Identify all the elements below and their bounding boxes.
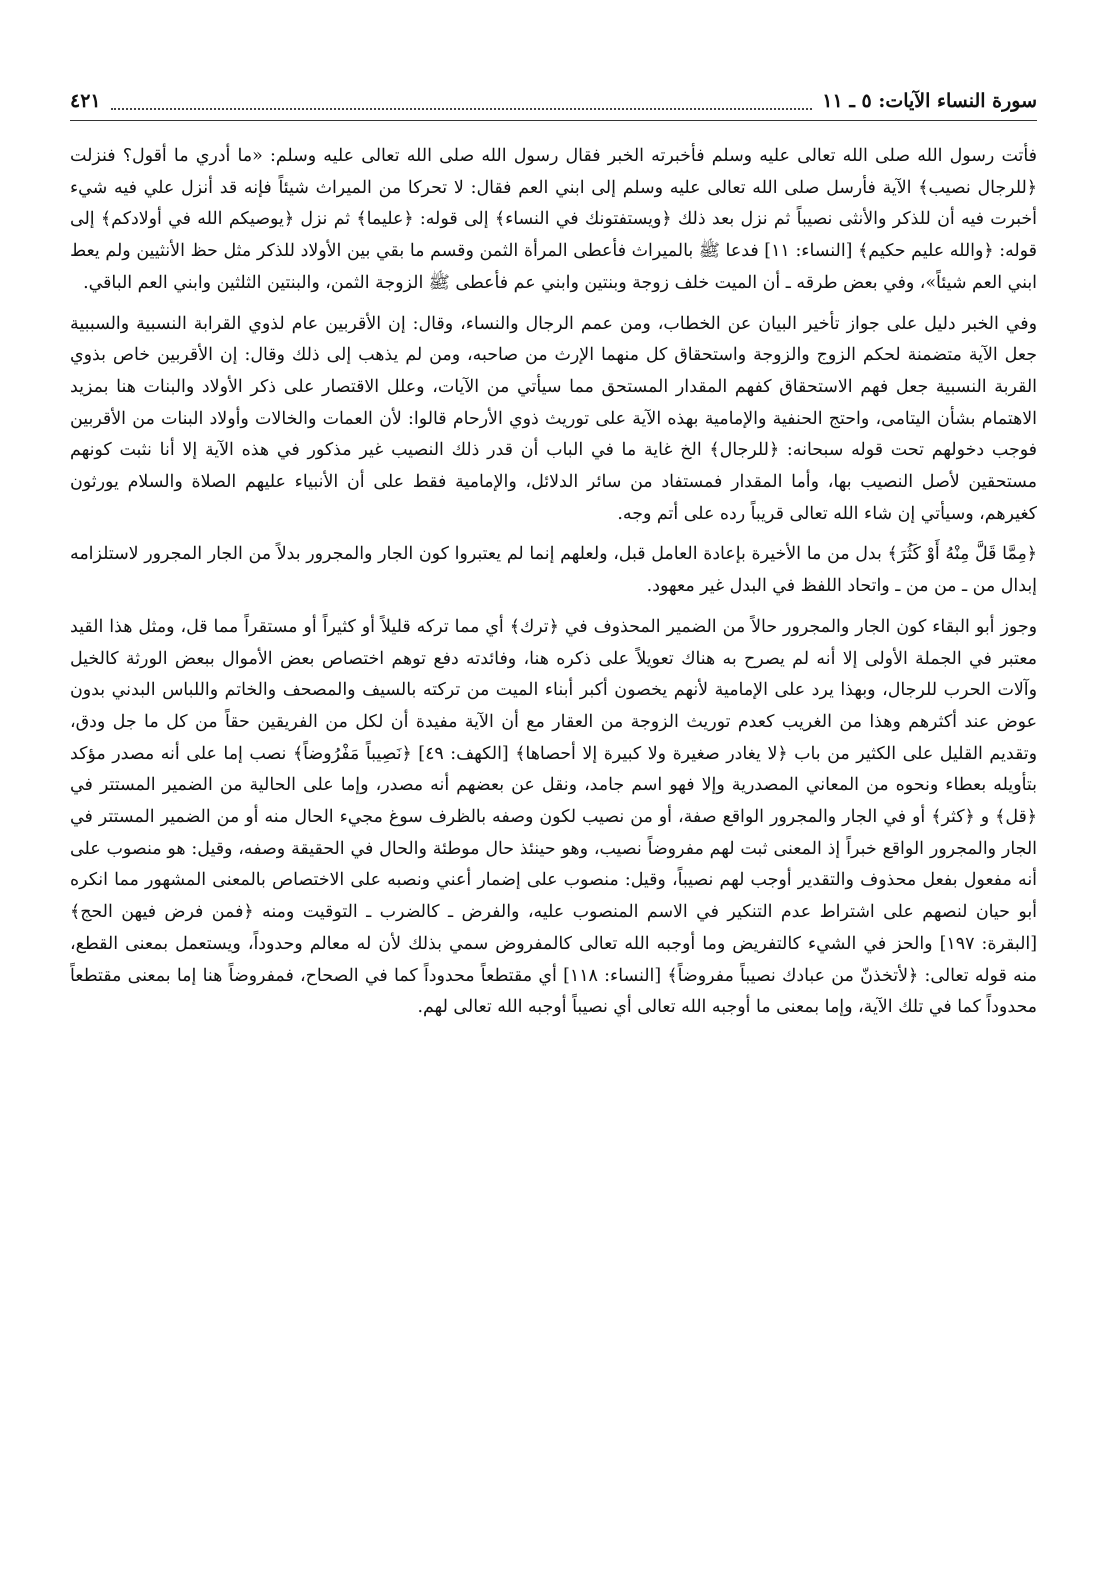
commentary-body: [70, 141, 1037, 1024]
paragraph: ﴿مِمَّا قَلَّ مِنْهُ أَوْ كَثُرَ﴾ بدل من ما الأخيرة بإعادة العامل قبل، ولعلهم إنما لم يعتبروا كون الجار والمجرور بدلاً من الجار المجرور لاستلزامه إبدال من ـ من من ـ واتحاد اللفظ في البدل غير معهود.: [70, 544, 1037, 597]
running-header: [70, 86, 1037, 121]
page-number: ٤٢١: [70, 90, 101, 112]
leader-dots: [111, 107, 813, 110]
paragraph: وفي الخبر دليل على جواز تأخير البيان عن الخطاب، ومن عمم الرجال والنساء، وقال: إن الأقربين عام لذوي القرابة النسبية والسببية جعل الآية متضمنة لحكم الزوج والزوجة واستحقاق كل منهما الإرث من صاحبه، ومن لم يذهب إلى ذلك وقال: إن الأقربين خاص بذوي القربة النسبية جعل فهم الاستحقاق كفهم المقدار المستحق مما سيأتي من الآيات، وعلل الاقتصار على ذكر الأولاد والبنات هنا بمزيد الاهتمام بشأن اليتامى، واحتج الحنفية والإمامية بهذه الآية على توريث ذوي الأرحام قالوا: لأن العمات والخالات وأولاد البنات من الأقربين فوجب دخولهم تحت قوله سبحانه: ﴿للرجال﴾ الخ غاية ما في الباب أن قدر ذلك النصيب غير مذكور في هذه الآية إلا أنا نثبت كونهم مستحقين لأصل النصيب بها، وأما المقدار فمستفاد من سائر الدلائل، والإمامية فقط على أن الأنبياء عليهم الصلاة والسلام يورثون كغيرهم، وسيأتي إن شاء الله تعالى قريباً رده على أتم وجه.: [70, 313, 1037, 524]
paragraph: فأتت رسول الله صلى الله تعالى عليه وسلم فأخبرته الخبر فقال رسول الله صلى الله تعالى عليه وسلم: «ما أدري ما أقول؟ فنزلت ﴿للرجال نصيب﴾ الآية فأرسل صلى الله تعالى عليه وسلم إلى ابني العم فقال: لا تحركا من الميراث شيئاً فإنه قد أنزل علي فيه شيء أخبرت فيه أن للذكر والأنثى نصيباً ثم نزل بعد ذلك ﴿ويستفتونك في النساء﴾ إلى قوله: ﴿عليما﴾ ثم نزل ﴿يوصيكم الله في أولادكم﴾ إلى قوله: ﴿والله عليم حكيم﴾ [النساء: ١١] فدعا ﷺ بالميراث فأعطى المرأة الثمن وقسم ما بقي بين الأولاد للذكر مثل حظ الأنثيين ولم يعط ابني العم شيئاً»، وفي بعض طرقه ـ أن الميت خلف زوجة وبنتين وابني عم فأعطى ﷺ الزوجة الثمن، والبنتين الثلثين وابني العم الباقي.: [70, 146, 1037, 293]
surah-heading: سورة النساء الآيات: ٥ ـ ١١: [822, 90, 1037, 112]
book-page: [70, 86, 1037, 1556]
paragraph: وجوز أبو البقاء كون الجار والمجرور حالاً من الضمير المحذوف في ﴿ترك﴾ أي مما تركه قليلاً أو كثيراً أو مستقراً مما قل، ومثل هذا القيد معتبر في الجملة الأولى إلا أنه لم يصرح به هناك تعويلاً على ذكره هنا، وفائدته دفع توهم اختصاص بعض الأموال ببعض الورثة كالخيل وآلات الحرب للرجال، وبهذا يرد على الإمامية لأنهم يخصون أكبر أبناء الميت من تركته بالسيف والمصحف والخاتم واللباس البدني بدون عوض عند أكثرهم وهذا من الغريب كعدم توريث الزوجة من العقار مع أن الآية مفيدة أن لكل من الفريقين حقاً من كل ما جل ودق، وتقديم القليل على الكثير من باب ﴿لا يغادر صغيرة ولا كبيرة إلا أحصاها﴾ [الكهف: ٤٩] ﴿نَصِيباً مَفْرُوضاً﴾ نصب إما على أنه مصدر مؤكد بتأويله بعطاء ونحوه من المعاني المصدرية وإلا فهو اسم جامد، ونقل عن بعضهم أنه مصدر، وإما على الحالية من الضمير المستتر في ﴿قل﴾ و ﴿كثر﴾ أو في الجار والمجرور الواقع صفة، أو من نصيب لكون وصفه بالظرف سوغ مجيء الحال منه أو من الضمير المستتر في الجار والمجرور الواقع خبراً إذ المعنى ثبت لهم مفروضاً نصيب، وهو حينئذ حال موطئة والحال في الحقيقة وصفه، وقيل: هو منصوب على أنه مفعول بفعل محذوف والتقدير أوجب لهم نصيباً، وقيل: منصوب على إضمار أعني ونصبه على الاختصاص بالمعنى المشهور مما انكره أبو حيان لنصهم على اشتراط عدم التنكير في الاسم المنصوب عليه، والفرض ـ كالضرب ـ التوقيت ومنه ﴿فمن فرض فيهن الحج﴾ [البقرة: ١٩٧] والحز في الشيء كالتفريض وما أوجبه الله تعالى كالمفروض سمي بذلك لأن له معالم وحدوداً، ويستعمل بمعنى القطع، منه قوله تعالى: ﴿لأتخذنّ من عبادك نصيباً مفروضاً﴾ [النساء: ١١٨] أي مقتطعاً محدوداً كما في الصحاح، فمفروضاً هنا إما بمعنى مقتطعاً محدوداً كما في تلك الآية، وإما بمعنى ما أوجبه الله تعالى أي نصيباً أوجبه الله تعالى لهم.: [70, 616, 1037, 1018]
